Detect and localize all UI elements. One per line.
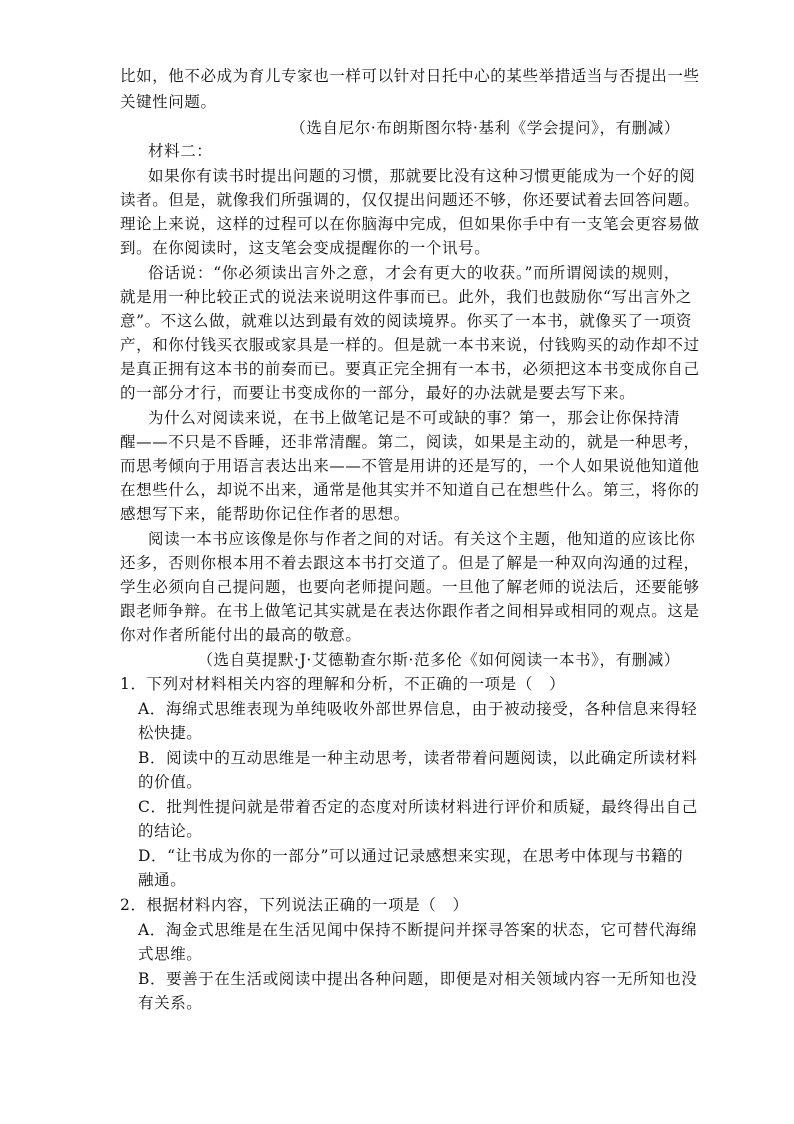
paragraph-line: 是真正拥有这本书的前奏而已。要真正完全拥有一本书，必须把这本书变成你自己 — [120, 360, 700, 378]
paragraph-line: 到。在你阅读时，这支笔会变成提醒你的一个讯号。 — [120, 239, 491, 257]
paragraph-line: 感想写下来，能帮助你记住作者的思想。 — [120, 505, 410, 523]
paragraph-line: 醒——不只是不昏睡，还非常清醒。第二，阅读，如果是主动的，就是一种思考， — [120, 433, 700, 451]
option-d: D．“让书成为你的一部分”可以通过记录感想来实现，在思考中体现与书籍的 — [138, 847, 684, 865]
source-citation: （选自尼尔·布朗斯图尔特·基利《学会提问》，有删减） — [290, 119, 680, 137]
intro-line: 关键性问题。 — [120, 93, 217, 111]
question-stem: 1．下列对材料相关内容的理解和分析，不正确的一项是（ ） — [120, 675, 566, 693]
paragraph-line: 就是用一种比较正式的说法来说明这件事而已。此外，我们也鼓励你“写出言外之 — [120, 288, 693, 306]
paragraph-line: 阅读一本书应该像是你与作者之间的对话。有关这个主题，他知道的应该比你 — [148, 530, 696, 548]
option-b: B．要善于在生活或阅读中提出各种问题，即便是对相关领域内容一无所知也没 — [138, 970, 698, 988]
paragraph-line: 还多，否则你根本用不着去跟这本书打交道了。但是了解是一种双向沟通的过程， — [120, 554, 700, 572]
option-a: A．海绵式思维表现为单纯吸收外部世界信息，由于被动接受，各种信息来得轻 — [138, 700, 698, 718]
paragraph-line: 而思考倾向于用语言表达出来——不管是用讲的还是写的，一个人如果说他知道他 — [120, 457, 700, 475]
option-a-cont: 松快捷。 — [138, 724, 203, 742]
option-c-cont: 的结论。 — [138, 822, 203, 840]
intro-line: 比如，他不必成为育儿专家也一样可以针对日托中心的某些举措适当与否提出一些 — [120, 67, 700, 85]
paragraph-line: 理论上来说，这样的过程可以在你脑海中完成，但如果你手中有一支笔会更容易做 — [120, 215, 700, 233]
option-b-cont: 有关系。 — [138, 994, 203, 1012]
option-b: B．阅读中的互动思维是一种主动思考，读者带着问题阅读，以此确定所读材料 — [138, 749, 698, 767]
paragraph-line: 在想些什么，却说不出来，通常是他其实并不知道自己在想些什么。第三，将你的 — [120, 481, 700, 499]
paragraph-line: 学生必须向自己提问题，也要向老师提问题。一旦他了解老师的说法后，还要能够 — [120, 578, 700, 596]
paragraph-line: 跟老师争辩。在书上做笔记其实就是在表达你跟作者之间相异或相同的观点。这是 — [120, 602, 700, 620]
paragraph-line: 读者。但是，就像我们所强调的，仅仅提出问题还不够，你还要试着去回答问题。 — [120, 191, 700, 209]
option-c: C．批判性提问就是带着否定的态度对所读材料进行评价和质疑，最终得出自己 — [138, 798, 698, 816]
question-stem: 2．根据材料内容，下列说法正确的一项是（ ） — [120, 896, 469, 914]
paragraph-line: 你对作者所能付出的最高的敬意。 — [120, 626, 362, 644]
option-d-cont: 融通。 — [138, 871, 187, 889]
paragraph-line: 俗话说：“你必须读出言外之意，才会有更大的收获。”而所谓阅读的规则， — [148, 264, 680, 282]
paragraph-line: 意”。不这么做，就难以达到最有效的阅读境界。你买了一本书，就像买了一项资 — [120, 312, 693, 330]
paragraph-line: 产，和你付钱买衣服或家具是一样的。但是就一本书来说，付钱购买的动作却不过 — [120, 336, 700, 354]
source-citation: （选自莫提默·J·艾德勒查尔斯·范多伦《如何阅读一本书》，有删减） — [197, 651, 680, 669]
option-b-cont: 的价值。 — [138, 773, 203, 791]
paragraph-line: 为什么对阅读来说，在书上做笔记是不可或缺的事？第一，那会让你保持清 — [148, 409, 680, 427]
option-a: A．淘金式思维是在生活见闻中保持不断提问并探寻答案的状态，它可替代海绵 — [138, 921, 698, 939]
paragraph-line: 的一部分才行，而要让书变成你的一部分，最好的办法就是要去写下来。 — [120, 384, 636, 402]
section-heading: 材料二： — [148, 142, 213, 160]
option-a-cont: 式思维。 — [138, 945, 203, 963]
paragraph-line: 如果你有读书时提出问题的习惯，那就要比没有这种习惯更能成为一个好的阅 — [148, 167, 696, 185]
